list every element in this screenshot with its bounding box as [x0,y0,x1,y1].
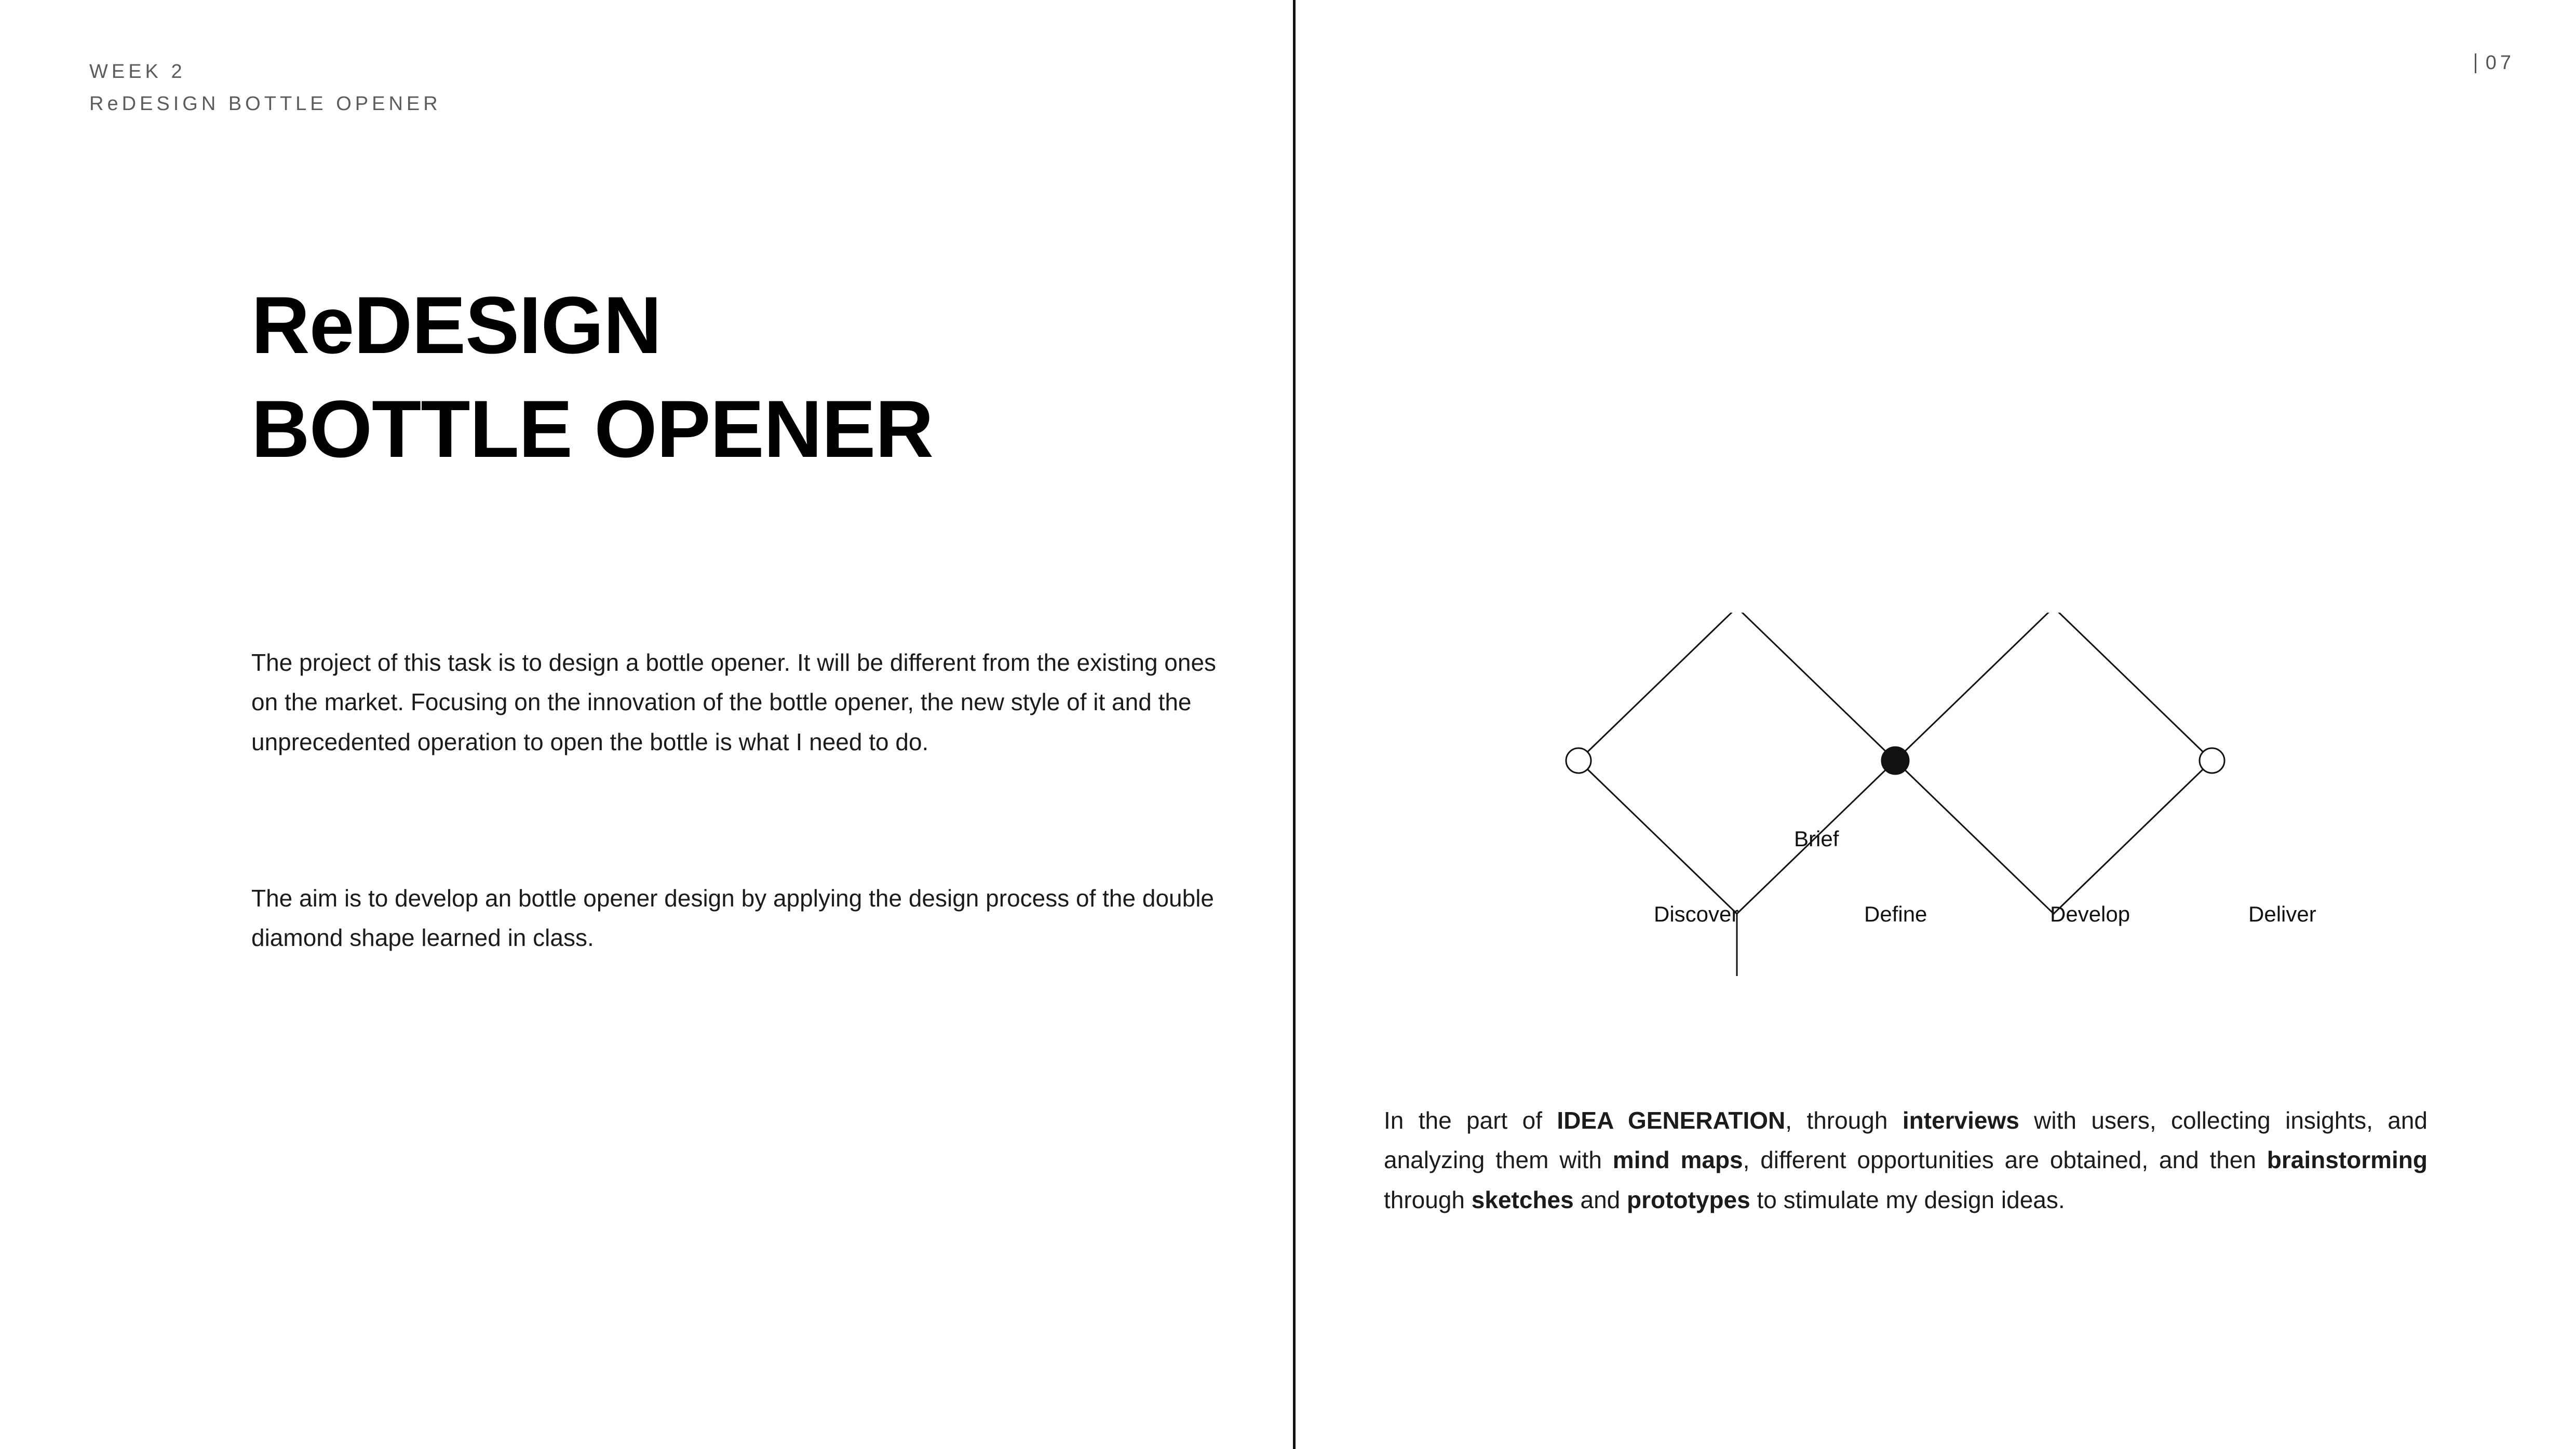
kicker-line-2: ReDESIGN BOTTLE OPENER [89,92,441,115]
right-page [1296,0,2576,1449]
diagram-label-brief: Brief [1794,827,1839,851]
caption-t6: and [1573,1186,1627,1213]
node-end-circle [2200,748,2224,773]
double-diamond-svg [1373,613,2360,1059]
idea-generation-caption [1384,1101,2427,1220]
caption-t4: , different opportunities are obtained, and then [1743,1146,2267,1174]
double-diamond-diagram [1373,613,2360,1059]
caption-b5: sketches [1471,1186,1574,1213]
diagram-label-discover: Discover [1654,902,1739,926]
caption-b3: mind maps [1612,1146,1743,1174]
diagram-label-define: Define [1864,902,1927,926]
caption-t2: , through [1785,1107,1903,1134]
page-title-line-2: BOTTLE OPENER [251,384,934,475]
page-number-rule [2475,53,2476,73]
caption-t5: through [1384,1186,1472,1213]
caption-t1: In the part of [1384,1107,1557,1134]
diagram-label-deliver: Deliver [2248,902,2316,926]
diamond-develop-deliver [1895,613,2212,914]
node-brief-circle [1882,747,1909,774]
caption-t7: to stimulate my design ideas. [1750,1186,2065,1213]
caption-t3: with users, collecting insights, and analyzing them with [1384,1107,2427,1174]
kicker-line-1: WEEK 2 [89,61,186,83]
page-number-value: 07 [2485,52,2515,74]
page-title-line-1: ReDESIGN [251,280,662,371]
page-number [2475,52,2515,74]
node-start-circle [1566,748,1591,773]
page-title [251,274,933,481]
caption-b6: prototypes [1627,1186,1750,1213]
header-kicker [89,56,441,120]
intro-paragraph-2: The aim is to develop an bottle opener design by applying the design process of the double diamond shape learned in class. [251,885,1215,952]
caption-b1: IDEA GENERATION [1557,1107,1786,1134]
diagram-label-develop: Develop [2050,902,2130,926]
caption-b2: interviews [1902,1107,2019,1134]
intro-paragraph-1: The project of this task is to design a bottle opener. It will be different from the existing ones on the market. Focusing on the innovation of the bottle opener, the new style of it and the unprecedented operation to open the bottle is what I need to do. [251,649,1217,755]
caption-b4: brainstorming [2267,1146,2428,1174]
diamond-discover-define [1579,613,1895,914]
